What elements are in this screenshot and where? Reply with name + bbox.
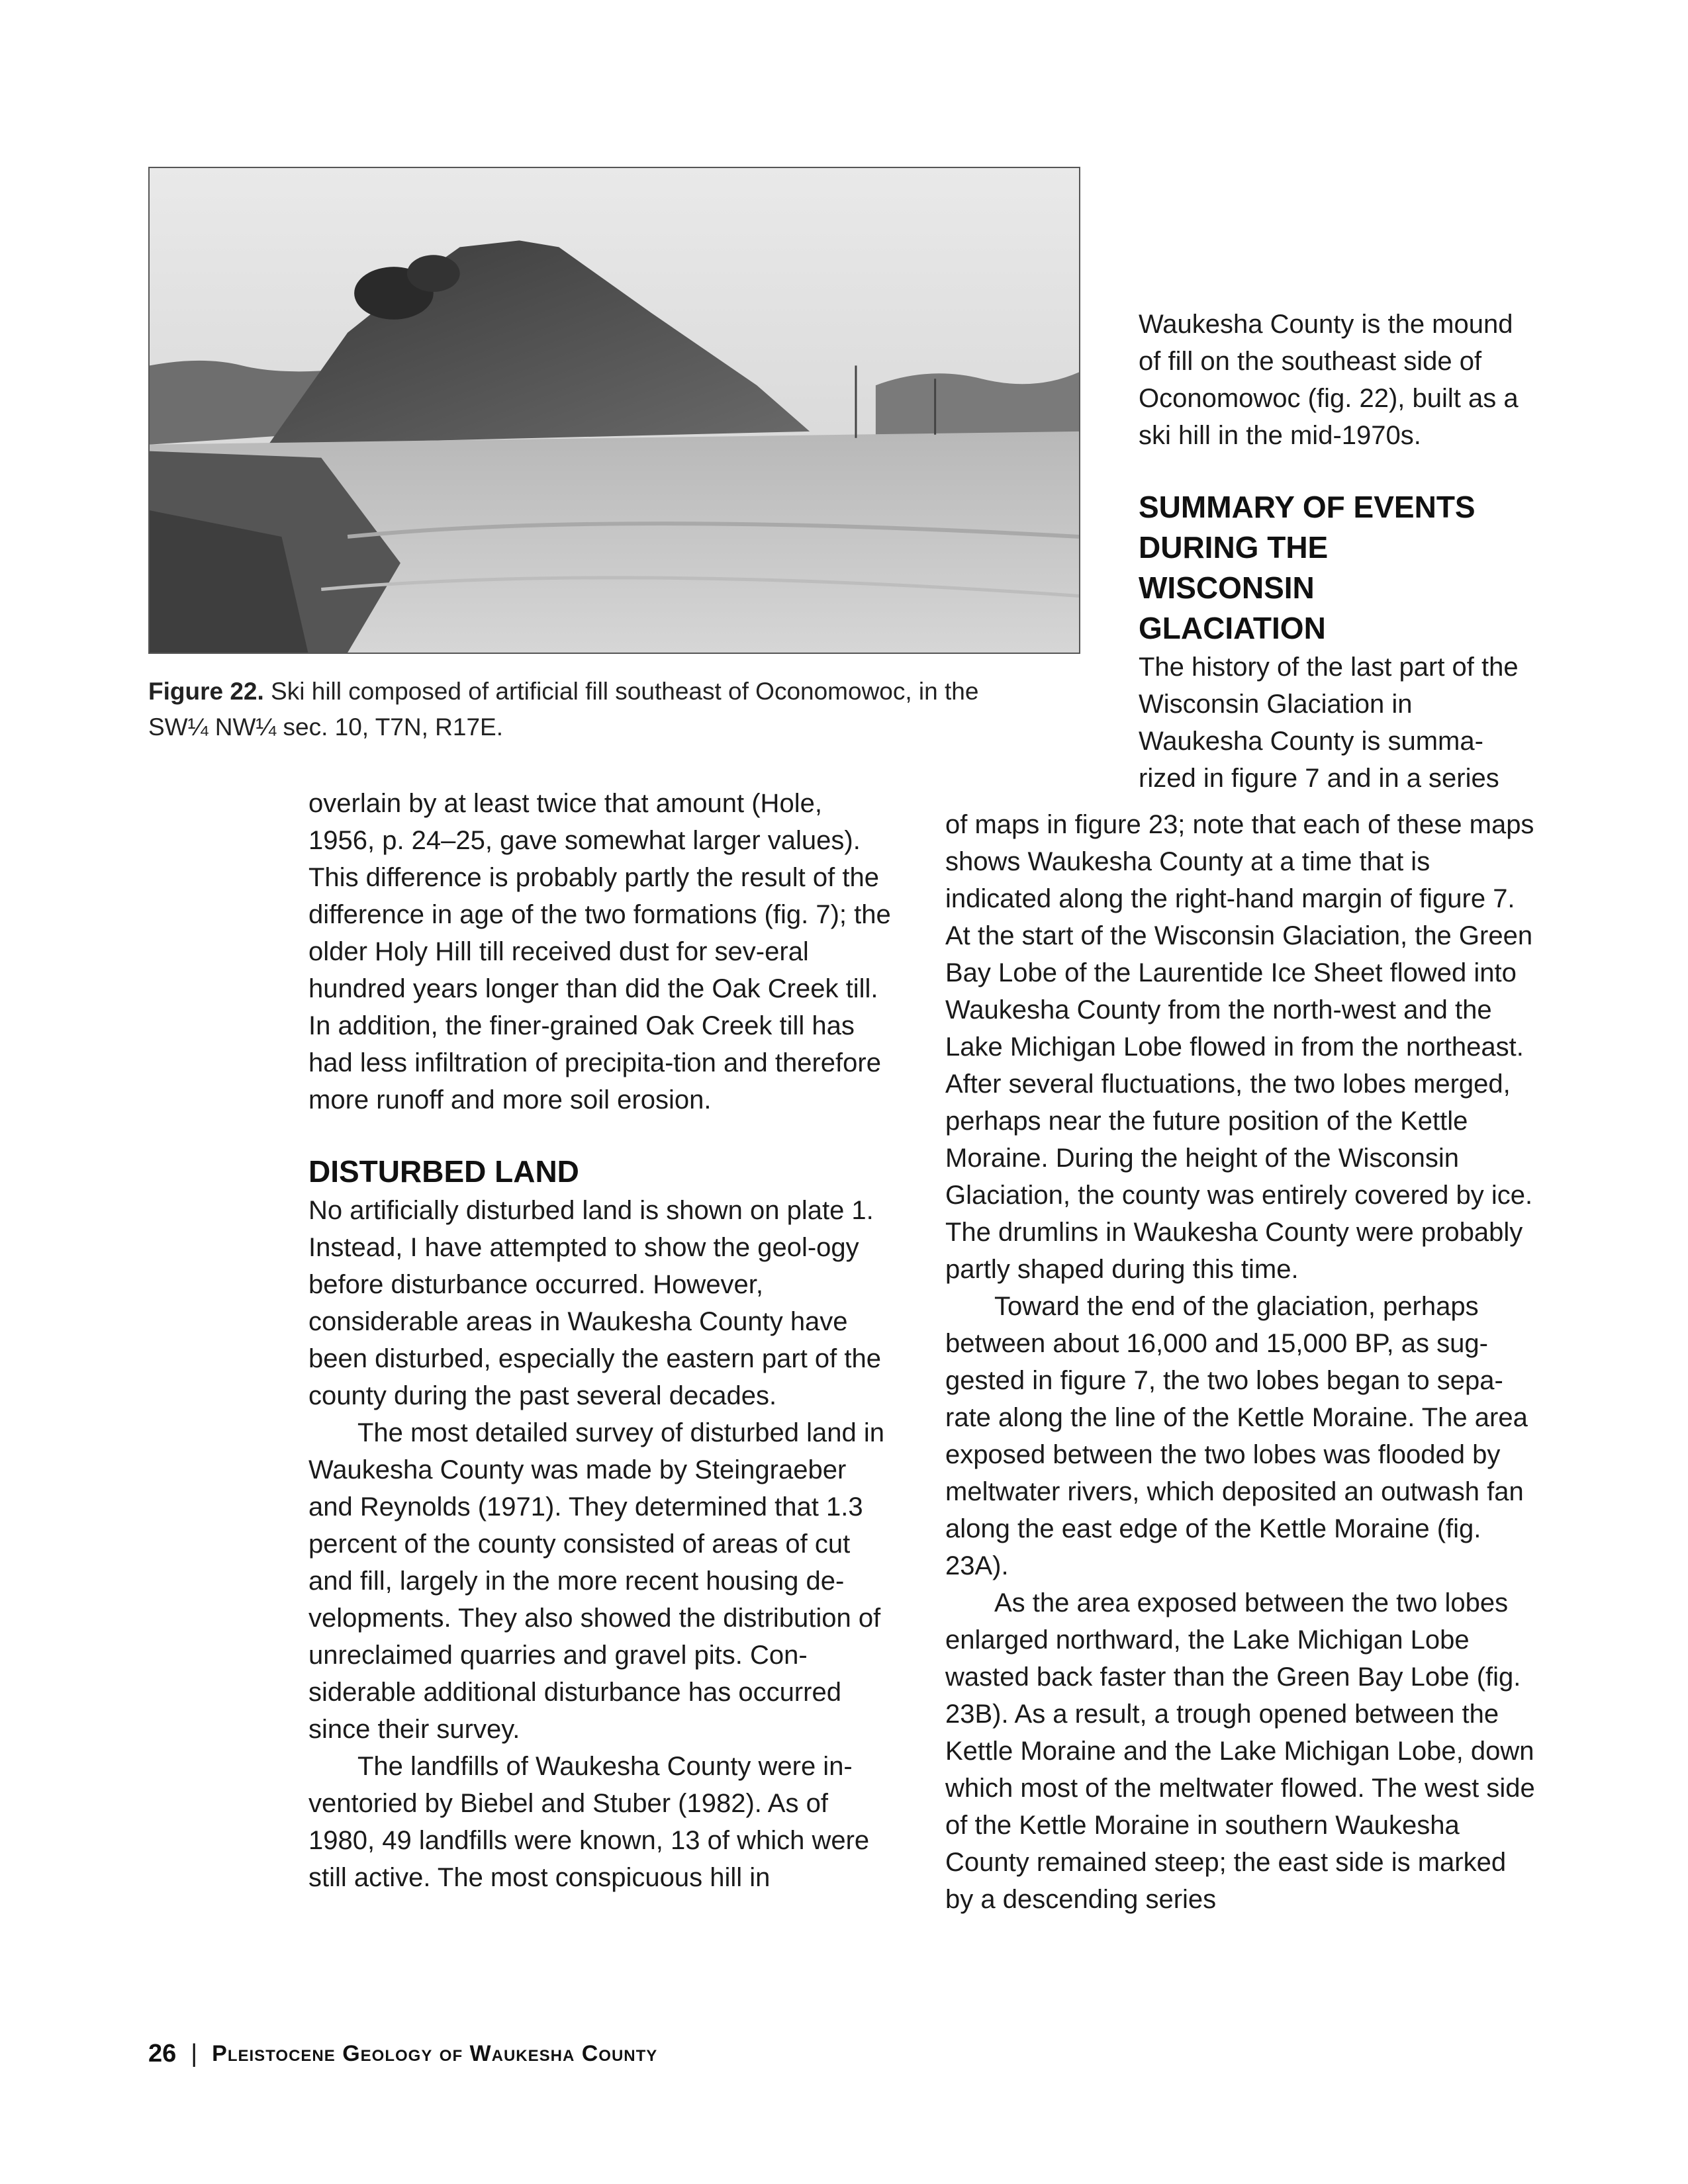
summary-paragraph-3: As the area exposed between the two lobes enlarged northward, the Lake Michigan Lobe wasted back faster than the Green Bay Lobe (fig. 23B). As a result, a trough opened between the Kettle Moraine and the Lake Michigan Lobe, down which most of the meltwater flowed. The west side of the Kettle Moraine in southern Waukesha County remained steep; the east side is marked by a descending series [945,1588,1535,1914]
summary-paragraph-1-rest: of maps in figure 23; note that each of these maps shows Waukesha County at a time that is indicated along the right-hand margin of figure 7. At the start of the Wisconsin Glaciation, the Green Bay Lobe of the Laurentide Ice Sheet flowed into Waukesha County from the north-west and the Lake Michigan Lobe flowed in from the northeast. After several fluctuations, the two lobes merged, perhaps near the future position of the Kettle Moraine. During the height of the Wisconsin Glaciation, the county was entirely covered by ice. The drumlins in Waukesha County were probably partly shaped during this time. [945,810,1534,1284]
page-number: 26 [148,2040,177,2068]
disturbed-paragraph-1: No artificially disturbed land is shown on plate 1. Instead, I have attempted to show the geol-ogy before disturbance occurred. However, considerable areas in Waukesha County have been disturbed, especially the eastern part of the county during the past several decades. [308,1196,881,1410]
summary-paragraph-2: Toward the end of the glaciation, perhaps between about 16,000 and 15,000 BP, as sug-gested in figure 7, the two lobes began to sepa-rate along the line of the Kettle Moraine. The area exposed between the two lobes was flooded by meltwater rivers, which deposited an outwash fan along the east edge of the Kettle Moraine (fig. 23A). [945,1292,1528,1580]
summary-heading-line-2: DURING THE [1139,530,1329,565]
ski-hill-photo-image [150,168,1079,653]
figure-caption [148,674,1009,745]
figure-label: Figure 22. [148,678,264,705]
middle-column [308,785,891,1896]
summary-heading-line-1: SUMMARY OF EVENTS [1139,490,1476,524]
figure-caption-text: Ski hill composed of artificial fill southeast of Oconomowoc, in the SW¼ NW¼ sec. 10, T7N, R17E. [148,678,979,741]
disturbed-paragraph-2: The most detailed survey of disturbed land in Waukesha County was made by Steingraeber and Reynolds (1971). They determined that 1.3 percent of the county consisted of areas of cut and fill, largely in the more recent housing de-velopments. They also showed the distribution of unreclaimed quarries and gravel pits. Con-siderable additional disturbance has occurred since their survey. [308,1418,884,1744]
right-column [945,806,1541,1918]
running-title: Pleistocene Geology of Waukesha County [212,2041,658,2066]
summary-heading-line-4: GLACIATION [1139,611,1326,645]
page-footer [148,2040,657,2068]
paragraph-ski-hill: Waukesha County is the mound of fill on the southeast side of Oconomowoc (fig. 22), built as a ski hill in the mid-1970s. [1139,310,1519,450]
footer-separator: | [191,2040,198,2068]
summary-paragraph-1-start: The history of the last part of the Wisconsin Glaciation in Waukesha County is summa-rized in figure 7 and in a series [1139,653,1519,793]
right-column-top [1139,306,1536,797]
summary-heading-line-3: WISCONSIN [1139,570,1315,605]
summary-heading [1139,487,1536,649]
disturbed-paragraph-3: The landfills of Waukesha County were in-ventoried by Biebel and Stuber (1982). As of 1980, 49 landfills were known, 13 of which were still active. The most conspicuous hill in [308,1752,870,1892]
figure-22-photo [148,167,1080,654]
paragraph-intro: overlain by at least twice that amount (Hole, 1956, p. 24–25, gave somewhat larger values). This difference is probably partly the result of the difference in age of the two formations (fig. 7); the older Holy Hill till received dust for sev-eral hundred years longer than did the Oak Creek till. In addition, the finer-grained Oak Creek till has had less infiltration of precipita-tion and therefore more runoff and more soil erosion. [308,789,891,1115]
disturbed-land-heading: DISTURBED LAND [308,1154,579,1189]
